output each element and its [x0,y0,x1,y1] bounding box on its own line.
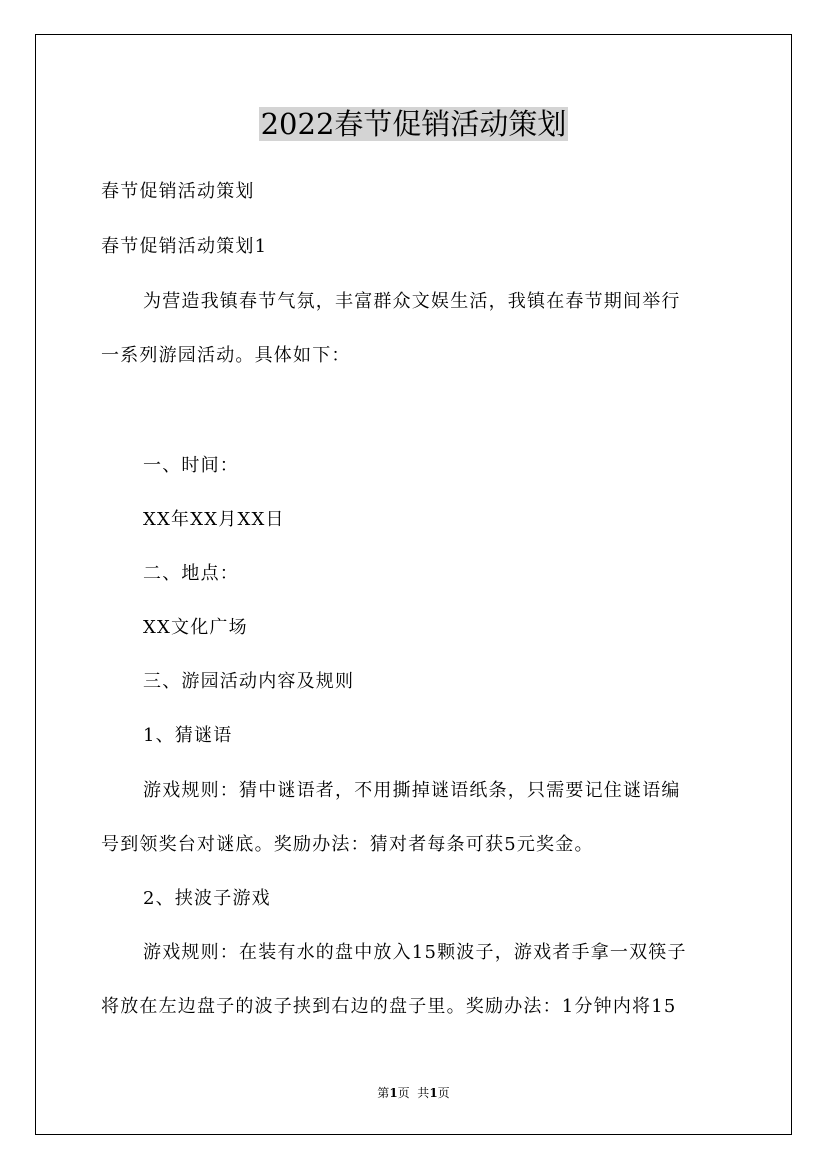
paragraph-line: 游戏规则：猜中谜语者，不用撕掉谜语纸条，只需要记住谜语编 [143,780,681,801]
sub-item-heading: 1、猜谜语 [143,725,233,746]
item-heading: 三、游园活动内容及规则 [143,671,355,692]
paragraph-line: 号到领奖台对谜底。奖励办法：猜对者每条可获5元奖金。 [101,834,594,855]
item-heading: 一、时间： [143,455,239,476]
section-heading: 春节促销活动策划1 [101,236,268,257]
paragraph-line: 为营造我镇春节气氛，丰富群众文娱生活，我镇在春节期间举行 [143,291,681,312]
paragraph-line: 一系列游园活动。具体如下： [101,345,351,366]
item-value: XX年XX月XX日 [143,509,285,530]
footer-page-total: 1 [429,1086,438,1100]
footer-mid: 页 共 [397,1086,430,1100]
subtitle: 春节促销活动策划 [101,181,255,202]
item-value: XX文化广场 [143,617,248,638]
paragraph-line: 游戏规则：在装有水的盘中放入15颗波子，游戏者手拿一双筷子 [143,942,687,963]
document-title-text: 2022春节促销活动策划 [260,107,567,141]
footer-prefix: 第 [377,1086,390,1100]
paragraph-line: 将放在左边盘子的波子挟到右边的盘子里。奖励办法：1分钟内将15 [101,996,677,1017]
page-footer [0,1085,827,1101]
footer-suffix: 页 [437,1086,450,1100]
item-heading: 二、地点： [143,563,239,584]
footer-page-number: 1 [389,1086,398,1100]
document-title [0,104,827,144]
sub-item-heading: 2、挟波子游戏 [143,888,271,909]
